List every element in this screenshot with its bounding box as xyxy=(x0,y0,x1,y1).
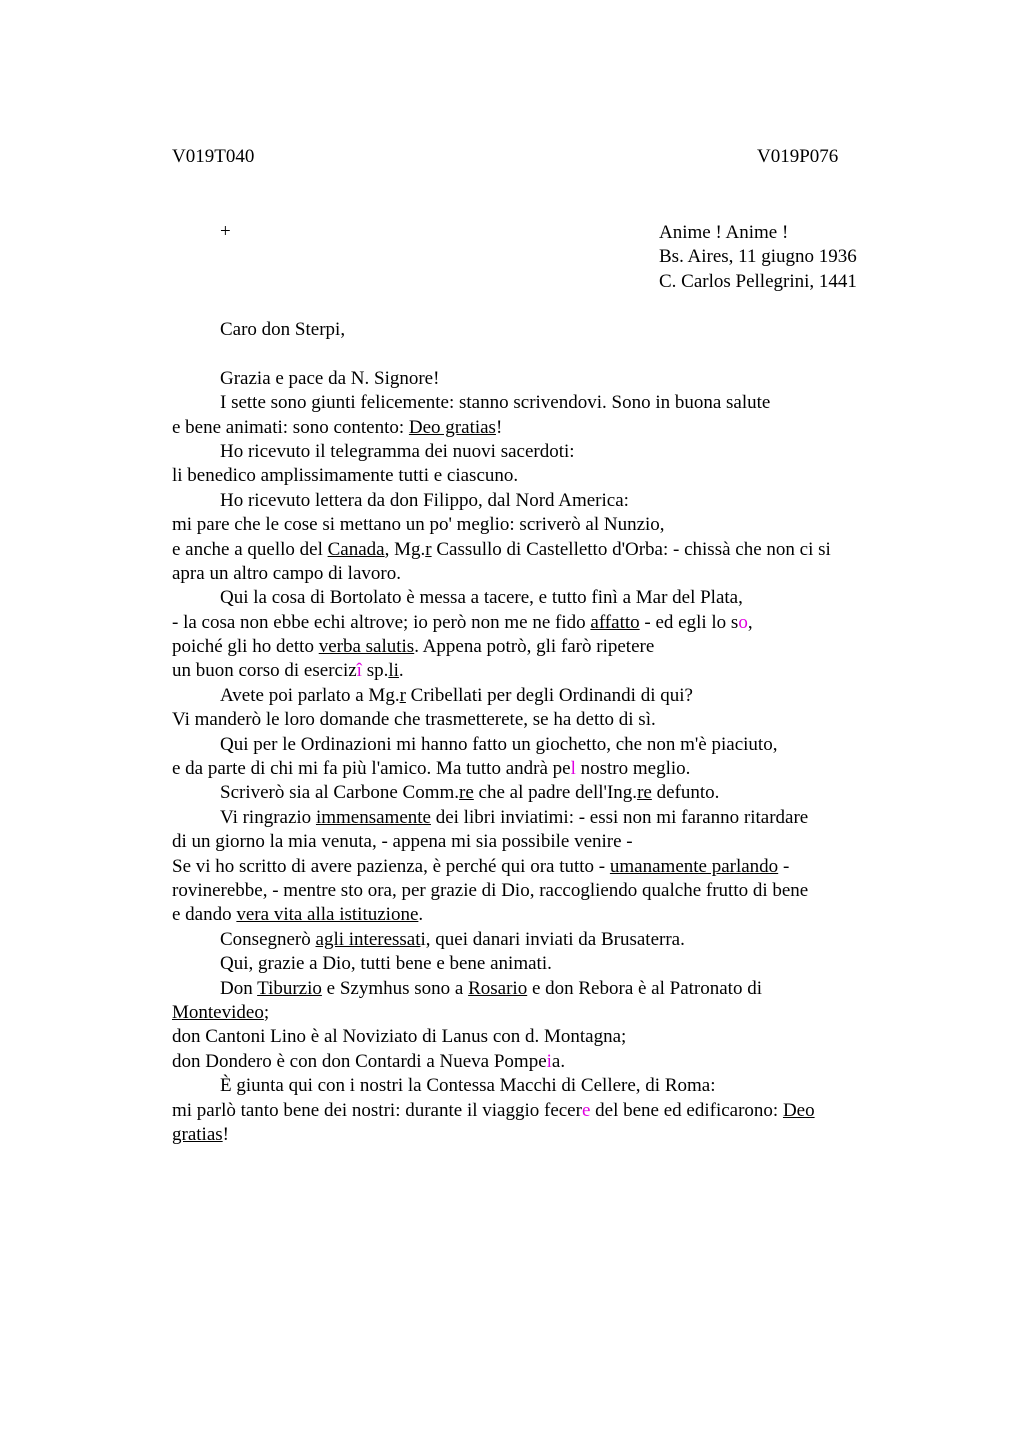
text-run: a. xyxy=(551,1050,566,1072)
letter-line xyxy=(172,757,902,781)
underlined-text: Tiburzio xyxy=(257,977,322,999)
document-code-left: V019T040 xyxy=(172,146,255,167)
letter-line: È giunta qui con i nostri la Contessa Macchi di Cellere, di Roma: xyxy=(220,1075,716,1097)
letter-line xyxy=(172,781,902,805)
text-run: Don xyxy=(220,977,258,999)
text-run: . Appena potrò, gli farò ripetere xyxy=(414,636,655,658)
text-run: che al padre dell'Ing. xyxy=(473,782,638,804)
underlined-text: gratias xyxy=(172,1123,223,1145)
letter-line xyxy=(172,635,902,659)
text-run: e Szymhus sono a xyxy=(321,977,469,999)
text-run: - ed egli lo s xyxy=(639,611,739,633)
underlined-text: re xyxy=(637,782,652,804)
text-run: ; xyxy=(263,1001,270,1023)
letter-line xyxy=(172,1123,902,1147)
text-run: Cribellati per degli Ordinandi di qui? xyxy=(405,684,693,706)
text-run: del bene ed edificarono: xyxy=(590,1099,783,1121)
letter-line: Qui la cosa di Bortolato è messa a tacere, e tutto finì a Mar del Plata, xyxy=(220,587,743,609)
underlined-text: li xyxy=(388,660,399,682)
underlined-text: immensamente xyxy=(315,806,431,828)
text-run: e bene animati: sono contento: xyxy=(172,416,409,438)
letter-line: li benedico amplissimamente tutti e ciascuno. xyxy=(172,465,519,487)
letter-line xyxy=(172,1099,902,1123)
underlined-text: Canada xyxy=(327,538,385,560)
text-run: mi parlò tanto bene dei nostri: durante il viaggio fecer xyxy=(172,1099,582,1121)
underlined-text: vera vita alla istituzione xyxy=(236,904,419,926)
letter-line: Ho ricevuto lettera da don Filippo, dal Nord America: xyxy=(220,489,629,511)
letter-line xyxy=(172,659,902,683)
letter-line: I sette sono giunti felicemente: stanno scrivendovi. Sono in buona salute xyxy=(220,392,771,414)
underlined-text: verba salutis xyxy=(318,636,415,658)
text-run: Avete poi parlato a Mg. xyxy=(220,684,400,706)
letter-line xyxy=(172,806,902,830)
underlined-text: Montevideo xyxy=(172,1001,264,1023)
text-run: poiché gli ho detto xyxy=(172,636,319,658)
letter-line xyxy=(172,1001,902,1025)
letter-line: don Cantoni Lino è al Noviziato di Lanus con d. Montagna; xyxy=(172,1026,627,1048)
text-run: - la cosa non ebbe echi altrove; io però non me ne fido xyxy=(172,611,591,633)
letter-line xyxy=(172,611,902,635)
document-code-right: V019P076 xyxy=(757,146,839,167)
letter-line xyxy=(172,928,902,952)
text-run: Consegnerò xyxy=(220,928,316,950)
text-run: sp. xyxy=(361,660,389,682)
letter-line: Ho ricevuto il telegramma dei nuovi sacerdoti: xyxy=(220,440,575,462)
text-run: Vi ringrazio xyxy=(220,806,316,828)
underlined-text: agli interessat xyxy=(315,928,421,950)
letter-line: Vi manderò le loro domande che trasmetterete, se ha detto di sì. xyxy=(172,709,656,731)
letter-line: Qui per le Ordinazioni mi hanno fatto un giochetto, che non m'è piaciuto, xyxy=(220,733,778,755)
letter-line xyxy=(172,684,902,708)
text-run: e dando xyxy=(172,904,237,926)
text-run: . xyxy=(418,904,424,926)
text-run: don Dondero è con don Contardi a Nueva Pompe xyxy=(172,1050,547,1072)
letter-body xyxy=(172,318,902,1147)
letter-line: Qui, grazie a Dio, tutti bene e bene animati. xyxy=(220,953,552,975)
text-run: Scriverò sia al Carbone Comm. xyxy=(220,782,460,804)
letter-line: rovinerebbe, - mentre sto ora, per grazie di Dio, raccogliendo qualche frutto di bene xyxy=(172,879,809,901)
underlined-text: affatto xyxy=(590,611,640,633)
text-run: - xyxy=(778,855,790,877)
underlined-text: r xyxy=(399,684,406,706)
highlighted-text: î xyxy=(356,660,362,682)
letter-line: Grazia e pace da N. Signore! xyxy=(220,367,440,389)
highlighted-text: e xyxy=(581,1099,591,1121)
place-date: Bs. Aires, 11 giugno 1936 xyxy=(659,246,857,268)
letter-line xyxy=(172,1050,902,1074)
underlined-text: Rosario xyxy=(468,977,528,999)
text-run: un buon corso di eserciz xyxy=(172,660,357,682)
text-run: dei libri inviatimi: - essi non mi faranno ritardare xyxy=(430,806,809,828)
letter-line: mi pare che le cose si mettano un po' meglio: scriverò al Nunzio, xyxy=(172,514,665,536)
text-run: nostro meglio. xyxy=(575,758,691,780)
letter-line xyxy=(172,538,902,562)
highlighted-text: i xyxy=(546,1050,552,1072)
text-run: , Mg. xyxy=(384,538,426,560)
text-run: Se vi ho scritto di avere pazienza, è perché qui ora tutto - xyxy=(172,855,610,877)
letter-line xyxy=(172,855,902,879)
letter-line: di un giorno la mia venuta, - appena mi sia possibile venire - xyxy=(172,831,633,853)
letter-line: apra un altro campo di lavoro. xyxy=(172,562,401,584)
highlighted-text: o xyxy=(738,611,748,633)
underlined-text: Deo xyxy=(782,1099,815,1121)
text-run: e don Rebora è al Patronato di xyxy=(527,977,762,999)
text-run: . xyxy=(398,660,404,682)
underlined-text: umanamente parlando xyxy=(609,855,779,877)
text-run: e da parte di chi mi fa più l'amico. Ma tutto andrà pe xyxy=(172,758,571,780)
underlined-text: r xyxy=(425,538,432,560)
text-run: ! xyxy=(495,416,503,438)
text-run: e anche a quello del xyxy=(172,538,328,560)
letter-line xyxy=(172,977,902,1001)
letter-heading xyxy=(659,221,857,294)
letter-line xyxy=(172,903,902,927)
address: C. Carlos Pellegrini, 1441 xyxy=(659,270,857,292)
motto: Anime ! Anime ! xyxy=(659,222,789,243)
blank-line xyxy=(172,342,902,366)
letter-line xyxy=(172,416,902,440)
cross-symbol: + xyxy=(220,221,231,242)
underlined-text: Deo gratias xyxy=(408,416,496,438)
text-run: i, quei danari inviati da Brusaterra. xyxy=(420,928,685,950)
text-run: , xyxy=(747,611,753,633)
text-run: ! xyxy=(222,1123,229,1145)
underlined-text: re xyxy=(459,782,474,804)
highlighted-text: l xyxy=(570,758,576,780)
text-run: Cassullo di Castelletto d'Orba: - chissà che non ci si xyxy=(431,538,831,560)
salutation: Caro don Sterpi, xyxy=(220,319,346,340)
text-run: defunto. xyxy=(651,782,720,804)
